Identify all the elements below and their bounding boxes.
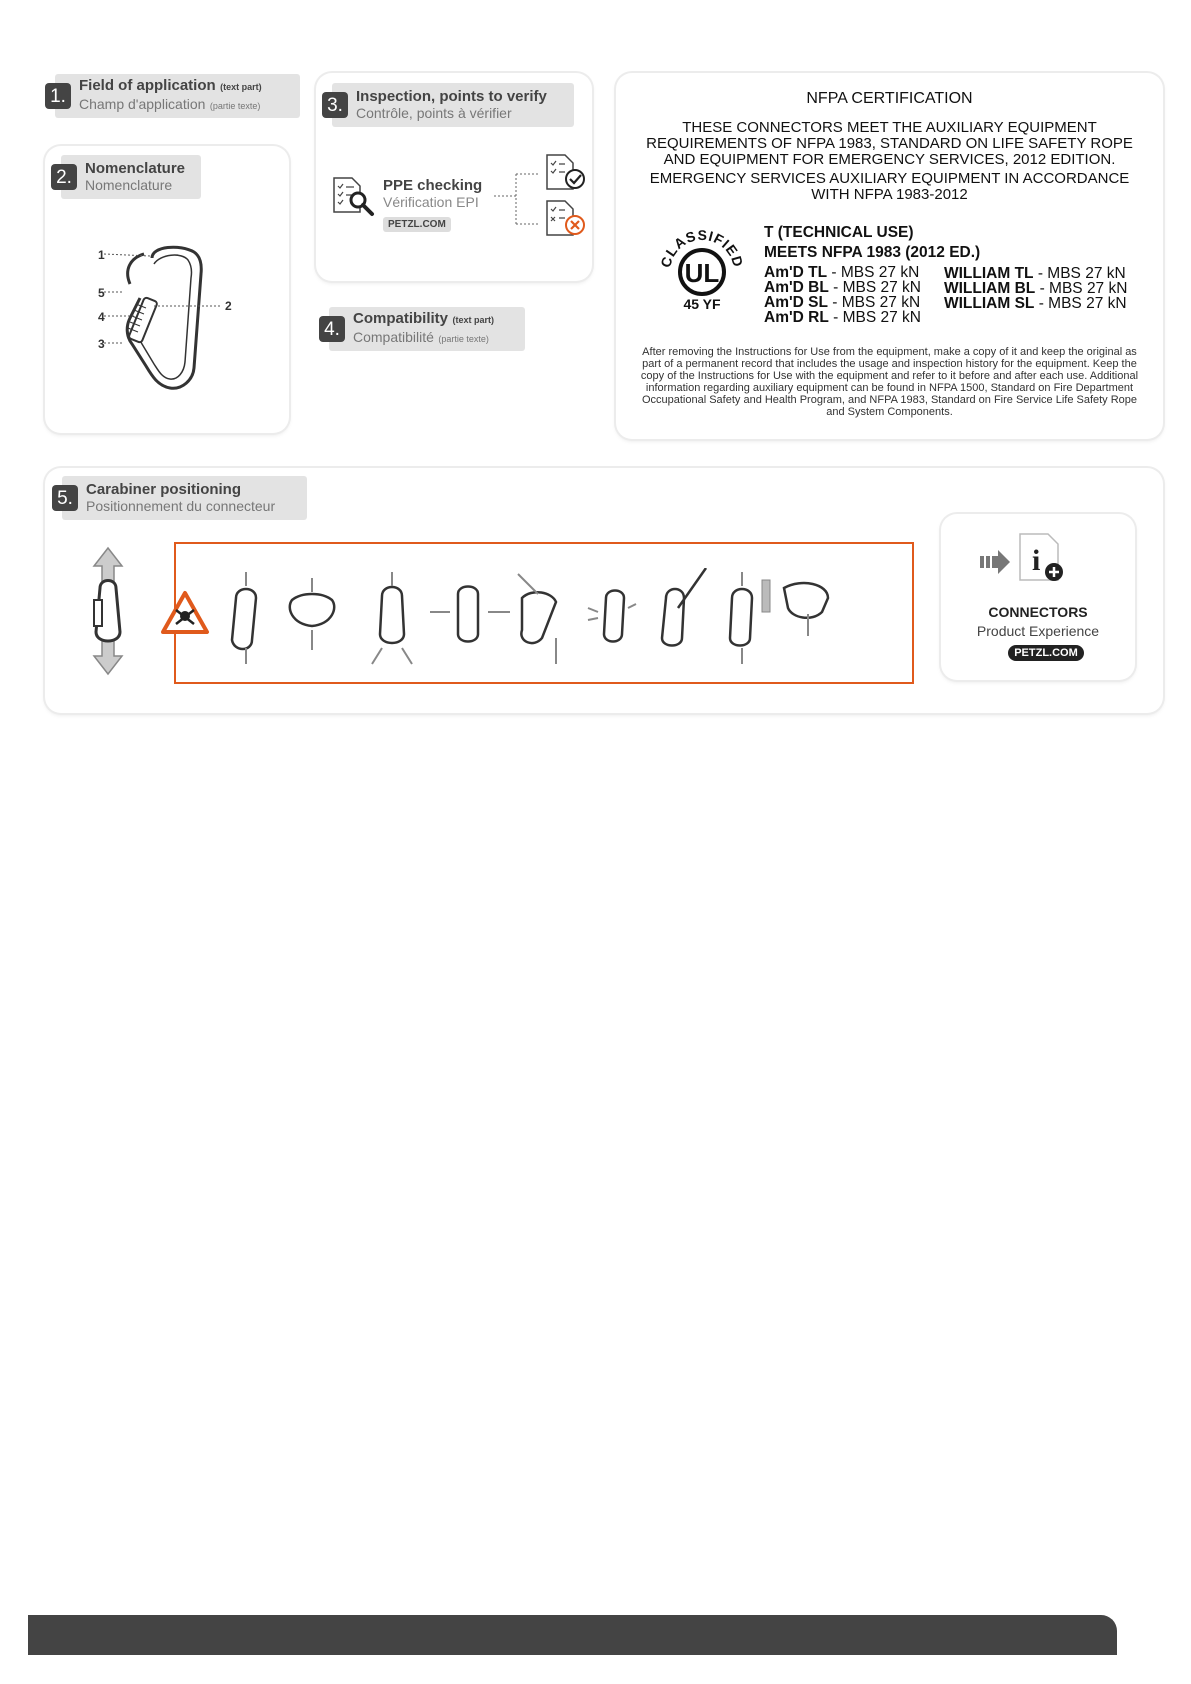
danger-warning-icon xyxy=(160,590,210,636)
title-note: (text part) xyxy=(220,82,262,92)
nfpa-title: NFPA CERTIFICATION xyxy=(806,90,973,107)
label-3: 3 xyxy=(98,337,105,351)
product-row: WILLIAM TL - MBS 27 kN xyxy=(944,265,1126,282)
checklist-fail-icon xyxy=(545,199,587,239)
carabiner-diagram xyxy=(90,240,250,400)
section-subtitle: Compatibilité xyxy=(353,329,434,345)
petzl-com-button[interactable]: PETZL.COM xyxy=(1008,645,1084,661)
section-title: Nomenclature xyxy=(85,160,186,177)
section-4-header xyxy=(319,307,494,351)
products-left xyxy=(764,265,921,325)
title-note: (text part) xyxy=(452,315,494,325)
section-number: 3. xyxy=(322,92,348,118)
section-title: Inspection, points to verify xyxy=(356,88,547,105)
svg-text:i: i xyxy=(1032,544,1041,577)
incorrect-positions-illustration xyxy=(222,568,882,668)
section-title: Field of application xyxy=(79,77,216,94)
checklist-ok-icon xyxy=(545,153,587,193)
section-title: Carabiner positioning xyxy=(86,481,242,498)
section-number: 1. xyxy=(45,83,71,109)
section-number: 2. xyxy=(51,164,77,190)
section-5-header xyxy=(52,476,275,520)
products-right xyxy=(944,266,1127,311)
footer-bar xyxy=(28,1615,1117,1655)
section-subtitle: Champ d'application xyxy=(79,96,206,112)
section-subtitle: Nomenclature xyxy=(85,177,173,193)
check-tree-lines xyxy=(492,168,542,228)
correct-positioning-illustration xyxy=(80,546,136,676)
section-number: 4. xyxy=(319,316,345,342)
product-row: Am'D BL - MBS 27 kN xyxy=(764,279,921,296)
section-3-header xyxy=(322,83,547,127)
label-5: 5 xyxy=(98,286,105,300)
section-subtitle: Contrôle, points à vérifier xyxy=(356,105,512,121)
nfpa-footnote: After removing the Instructions for Use from the equipment, make a copy of it and keep the original as part of a permanent record that includes the usage and inspection history for the equipment. Keep the copy of the Instructions for Use with the equipment and refer to it before and after each use. Additional information regarding auxiliary equipment can be found in NFPA 1500, Standard on Fire Department Occupational Safety and Health Program, and NFPA 1983, Standard on Fire Service Life Safety Rope and System Components. xyxy=(640,346,1139,418)
label-2: 2 xyxy=(225,299,232,313)
petzl-link[interactable]: PETZL.COM xyxy=(383,217,451,232)
section-number: 5. xyxy=(52,485,78,511)
ul-code: 45 YF xyxy=(683,296,721,312)
nfpa-paragraph-1: THESE CONNECTORS MEET THE AUXILIARY EQUIPMENT REQUIREMENTS OF NFPA 1983, STANDARD ON LIFE SAFETY ROPE AND EQUIPMENT FOR EMERGENCY SERVICES, 2012 EDITION. xyxy=(646,119,1133,168)
label-1: 1 xyxy=(98,248,105,262)
product-row: WILLIAM SL - MBS 27 kN xyxy=(944,295,1127,312)
ul-classified-logo xyxy=(656,220,748,312)
ppe-checklist-icon xyxy=(332,174,376,218)
arrow-right-icon xyxy=(980,550,1010,574)
ppe-checking-subtitle: Vérification EPI xyxy=(383,194,479,210)
subtitle-note: (partie texte) xyxy=(209,101,261,111)
section-2-header xyxy=(51,155,185,199)
ul-classified-text: CLASSIFIED xyxy=(657,226,747,270)
meets-nfpa: MEETS NFPA 1983 (2012 ED.) xyxy=(764,244,981,261)
ppe-checking-title: PPE checking xyxy=(383,177,483,194)
product-row: Am'D RL - MBS 27 kN xyxy=(764,309,921,326)
svg-text:UL: UL xyxy=(684,258,720,288)
product-row: Am'D SL - MBS 27 kN xyxy=(764,294,921,311)
section-1-header xyxy=(45,74,262,118)
product-row: WILLIAM BL - MBS 27 kN xyxy=(944,280,1128,297)
section-title: Compatibility xyxy=(353,310,449,327)
info-document-icon xyxy=(1016,530,1072,586)
technical-use: T (TECHNICAL USE) xyxy=(764,224,914,241)
subtitle-note: (partie texte) xyxy=(438,334,489,344)
section-subtitle: Positionnement du connecteur xyxy=(86,498,276,514)
label-4: 4 xyxy=(98,310,105,324)
nfpa-paragraph-2: EMERGENCY SERVICES AUXILIARY EQUIPMENT IN ACCORDANCE WITH NFPA 1983-2012 xyxy=(649,170,1130,203)
product-experience-subtitle: Product Experience xyxy=(976,623,1100,639)
connectors-title: CONNECTORS xyxy=(988,604,1088,620)
product-row: Am'D TL - MBS 27 kN xyxy=(764,264,920,281)
